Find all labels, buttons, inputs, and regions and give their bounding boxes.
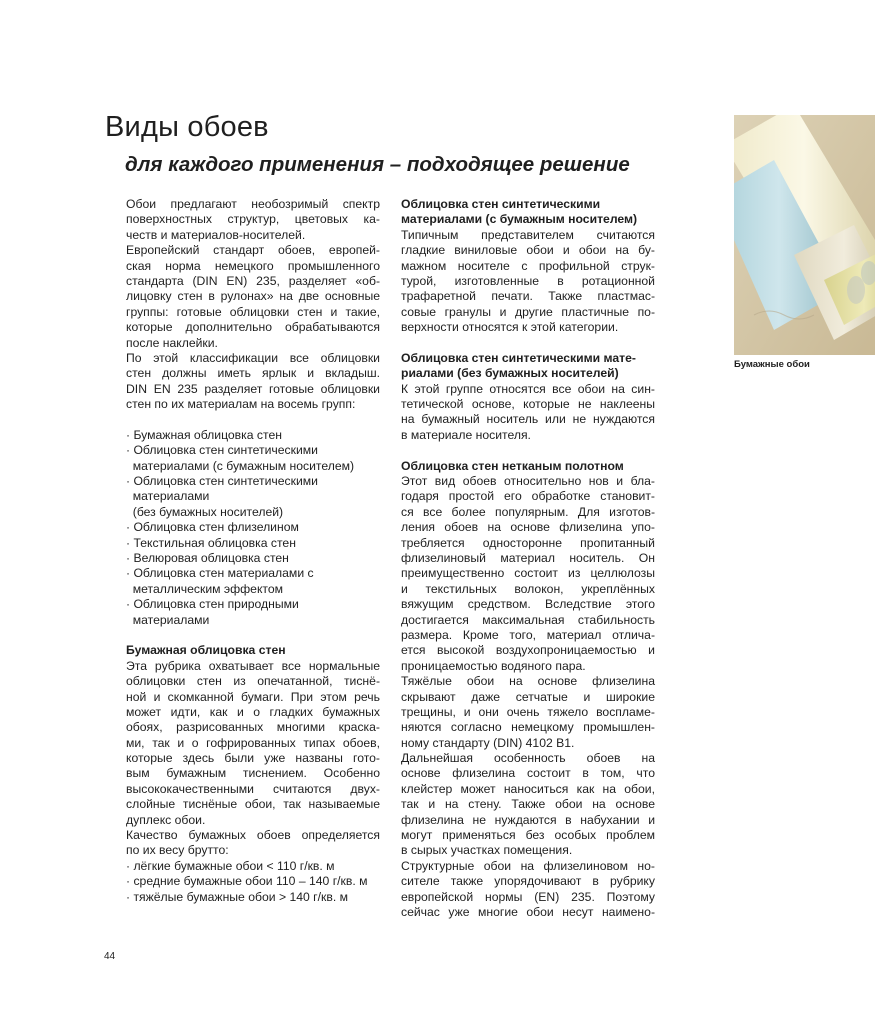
- text-line: Дальнейшая особенность обоев на: [401, 751, 655, 766]
- text-line: ская норма немецкого промышленного: [126, 258, 380, 273]
- text-line: Этот вид обоев относительно нов и бла-: [401, 474, 655, 489]
- text-line: группы: готовые облицовки стен и такие,: [126, 304, 380, 319]
- section-heading-line: материалами (с бумажным носителем): [401, 212, 638, 227]
- text-line: годаря простой его обработке становит-: [401, 489, 655, 504]
- section-heading-line: Облицовка стен нетканым полотном: [401, 458, 624, 473]
- text-line: Структурные обои на флизелиновом но-: [401, 858, 655, 873]
- text-line: после наклейки.: [126, 335, 218, 350]
- text-line: · Облицовка стен синтетическими: [126, 474, 318, 489]
- text-line: на бумажный носитель или не нуждаются: [401, 412, 655, 427]
- text-line: металлическим эффектом: [126, 581, 284, 596]
- text-line: Эта рубрика охватывает все нормальные: [126, 658, 380, 673]
- text-line: требляется односторонне пропитанный: [401, 535, 655, 550]
- text-line: (без бумажных носителей): [126, 504, 284, 519]
- text-line: клейстер может наноситься как на обои,: [401, 781, 655, 796]
- text-line: поверхностных структур, цветовых ка-: [126, 212, 380, 227]
- text-line: сителе также упорядочивают в рубрику: [401, 874, 655, 889]
- text-line: флизелина не нуждаются в набухании и: [401, 812, 655, 827]
- text-line: сейчас уже многие обои несут наимено-: [401, 904, 655, 919]
- text-line: которые дополнительно обрабатываются: [126, 320, 380, 335]
- text-line: материалами: [126, 489, 210, 504]
- text-line: достигается максимальная стабильность: [401, 612, 655, 627]
- text-line: тетической основе, которые не наклеены: [401, 397, 655, 412]
- photo-caption: Бумажные обои: [734, 359, 810, 370]
- text-line: флизелиновый материал носитель. Он: [401, 550, 655, 565]
- text-line: · Текстильная облицовка стен: [126, 535, 296, 550]
- text-line: трафаретной печати. Также пластмас-: [401, 289, 655, 304]
- paragraph-gap: [401, 443, 655, 458]
- text-line: ной и скомканной бумаги. При этом речь: [126, 689, 380, 704]
- text-line: лицовку стен в рулонах» на две основные: [126, 289, 380, 304]
- text-line: европейской нормы (EN) 235. Поэтому: [401, 889, 655, 904]
- text-line: · лёгкие бумажные обои < 110 г/кв. м: [126, 858, 335, 873]
- text-line: · средние бумажные обои 110 – 140 г/кв. м: [126, 874, 368, 889]
- text-line: По этой классификации все облицовки: [126, 350, 380, 365]
- text-line: материалами (с бумажным носителем): [126, 458, 355, 473]
- text-line: обоях, разрисованных многими краска-: [126, 720, 380, 735]
- paragraph-gap: [126, 412, 380, 427]
- text-line: по их весу брутто:: [126, 843, 229, 858]
- section-heading-line: риалами (без бумажных носителей): [401, 366, 619, 381]
- text-line: стен по их материалам на восемь групп:: [126, 397, 356, 412]
- text-line: · Облицовка стен материалами с: [126, 566, 314, 581]
- text-line: облицовки стен из опечатанной, тиснё-: [126, 674, 380, 689]
- section-heading-line: Облицовка стен синтетическими: [401, 197, 601, 211]
- text-line: ется высокой воздухопроницаемостью и: [401, 643, 655, 658]
- wallpaper-rolls-photo: [734, 115, 875, 355]
- text-line: · Облицовка стен флизелином: [126, 520, 299, 535]
- text-line: могут применяться без особых проблем: [401, 828, 655, 843]
- text-line: · Бумажная облицовка стен: [126, 427, 282, 442]
- page-title: Виды обоев: [105, 111, 269, 143]
- text-line: мажном носителе с профильной струк-: [401, 258, 655, 273]
- text-line: слойные тиснёные обои, так называемые: [126, 797, 380, 812]
- text-line: ся все более популярным. Для изготов-: [401, 504, 655, 519]
- text-line: гладкие виниловые обои и обои на бу-: [401, 243, 655, 258]
- text-line: верхности относятся к этой категории.: [401, 320, 619, 335]
- text-line: честв и материалов-носителей.: [126, 227, 306, 242]
- text-line: няются согласно немецкому промышлен-: [401, 720, 655, 735]
- section-heading-line: Облицовка стен синтетическими мате-: [401, 350, 636, 365]
- text-line: вяжущим средством. Вследствие этого: [401, 597, 655, 612]
- text-line: К этой группе относятся все обои на син-: [401, 381, 655, 396]
- text-line: проницаемостью водяного пара.: [401, 658, 586, 673]
- text-column-right: [401, 197, 655, 920]
- text-line: материалами: [126, 612, 210, 627]
- page-number: 44: [104, 951, 116, 962]
- text-line: · Велюровая облицовка стен: [126, 550, 289, 565]
- text-line: · тяжёлые бумажные обои > 140 г/кв. м: [126, 889, 348, 904]
- text-line: дуплекс обои.: [126, 812, 206, 827]
- text-line: которые здесь были уже названы гото-: [126, 751, 380, 766]
- text-line: · Облицовка стен природными: [126, 597, 299, 612]
- text-line: может идти, как и о гладких бумажных: [126, 704, 380, 719]
- text-line: в сырых участках помещения.: [401, 843, 573, 858]
- text-line: вым бумажным тиснением. Особенно: [126, 766, 380, 781]
- text-line: в материале носителя.: [401, 427, 531, 442]
- text-line: ми, так и о гофрированных типах обоев,: [126, 735, 380, 750]
- text-line: стандарта (DIN EN) 235, разделяет «об-: [126, 273, 380, 288]
- text-line: Тяжёлые обои на основе флизелина: [401, 674, 655, 689]
- section-heading-line: Бумажная облицовка стен: [126, 643, 286, 658]
- text-line: Типичным представителем считаются: [401, 227, 655, 242]
- text-line: размера. Кроме того, материал отлича-: [401, 627, 655, 642]
- text-line: стен должны иметь ярлык и вкладыш.: [126, 366, 380, 381]
- text-line: Обои предлагают необозримый спектр: [126, 197, 380, 211]
- paragraph-gap: [401, 336, 655, 351]
- text-line: совые гранулы и другие пластичные по-: [401, 304, 655, 319]
- text-line: высококачественными считаются двух-: [126, 781, 380, 796]
- text-line: трещины, и они очень тяжело воспламе-: [401, 704, 655, 719]
- text-line: · Облицовка стен синтетическими: [126, 443, 318, 458]
- text-line: DIN EN 235 разделяет готовые облицовки: [126, 381, 380, 396]
- text-line: преимущественно состоит из целлюлозы: [401, 566, 655, 581]
- text-line: основе флизелина состоит в том, что: [401, 766, 655, 781]
- text-line: турой, изготовленные в ротационной: [401, 273, 655, 288]
- text-line: Европейский стандарт обоев, европей-: [126, 243, 380, 258]
- text-line: ления обоев на основе флизелина упо-: [401, 520, 655, 535]
- text-line: скрывают даже сетчатые и широкие: [401, 689, 655, 704]
- text-line: ному стандарту (DIN) 4102 B1.: [401, 735, 575, 750]
- text-column-left: [126, 197, 380, 905]
- text-line: Качество бумажных обоев определяется: [126, 828, 380, 843]
- paragraph-gap: [126, 628, 380, 643]
- text-line: так и на стену. Также обои на основе: [401, 797, 655, 812]
- text-line: и текстильных волокон, укреплённых: [401, 581, 655, 596]
- page-subtitle: для каждого применения – подходящее решение: [125, 153, 630, 176]
